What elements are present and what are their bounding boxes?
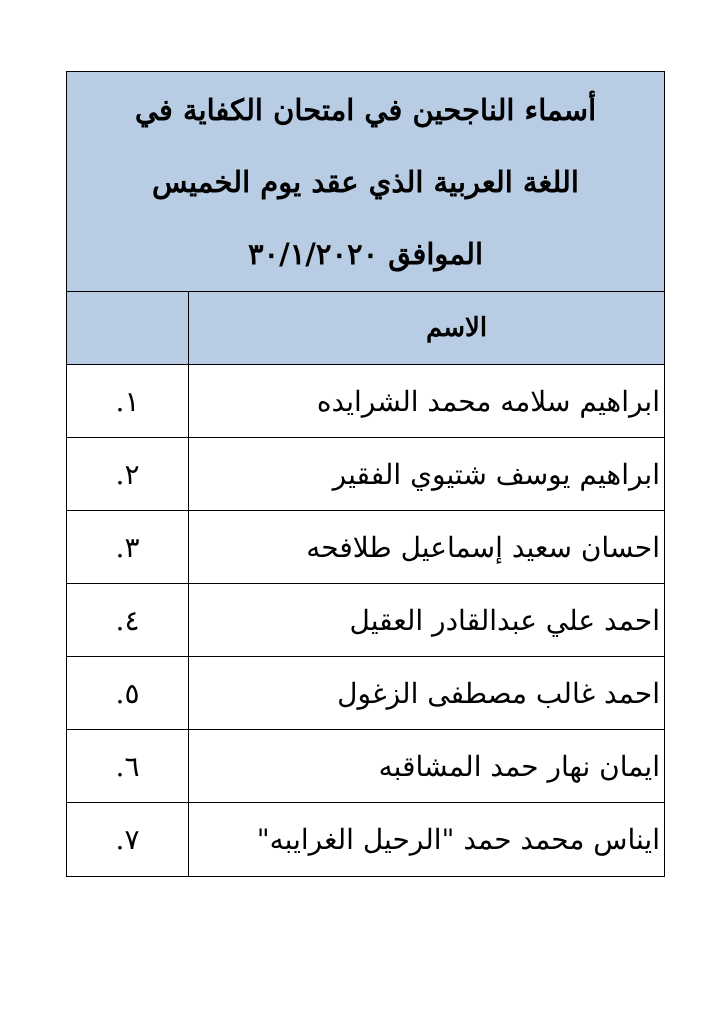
table-row bbox=[67, 584, 664, 657]
row-number bbox=[67, 730, 189, 802]
title-line-2: اللغة العربية الذي عقد يوم الخميس bbox=[152, 164, 579, 199]
table-row bbox=[67, 365, 664, 438]
row-number bbox=[67, 584, 189, 656]
student-name: احمد علي عبدالقادر العقيل bbox=[349, 603, 660, 637]
title-line-3: الموافق ٣٠/١/٢٠٢٠ bbox=[247, 236, 484, 271]
table-row bbox=[67, 803, 664, 876]
table-row bbox=[67, 511, 664, 584]
student-name: احسان سعيد إسماعيل طلافحه bbox=[306, 530, 660, 564]
row-number-text: ٢. bbox=[115, 457, 140, 491]
student-name: ابراهيم سلامه محمد الشرايده bbox=[316, 384, 660, 418]
row-number-text: ١. bbox=[115, 384, 140, 418]
row-number-text: ٤. bbox=[115, 603, 140, 637]
row-number-text: ٣. bbox=[115, 530, 140, 564]
title-line-1: أسماء الناجحين في امتحان الكفاية في bbox=[134, 92, 597, 127]
student-name: ابراهيم يوسف شتيوي الفقير bbox=[332, 457, 660, 491]
row-number bbox=[67, 438, 189, 510]
page-title bbox=[86, 74, 646, 290]
student-name: ايمان نهار حمد المشاقبه bbox=[378, 749, 660, 783]
row-number-text: ٧. bbox=[115, 823, 140, 856]
column-header-name: الاسم bbox=[425, 313, 488, 343]
row-number bbox=[67, 803, 189, 876]
table-header-row bbox=[67, 292, 664, 365]
results-table bbox=[66, 71, 665, 877]
row-number bbox=[67, 511, 189, 583]
title-cell bbox=[67, 72, 664, 292]
row-number bbox=[67, 657, 189, 729]
student-name: ايناس محمد حمد "الرحيل الغرايبه" bbox=[256, 823, 660, 856]
row-number bbox=[67, 365, 189, 437]
row-number-text: ٥. bbox=[115, 676, 140, 710]
table-row bbox=[67, 438, 664, 511]
table-row bbox=[67, 657, 664, 730]
row-number-text: ٦. bbox=[115, 749, 140, 783]
student-name: احمد غالب مصطفى الزغول bbox=[337, 676, 660, 710]
column-header-number bbox=[67, 292, 189, 364]
table-row bbox=[67, 730, 664, 803]
